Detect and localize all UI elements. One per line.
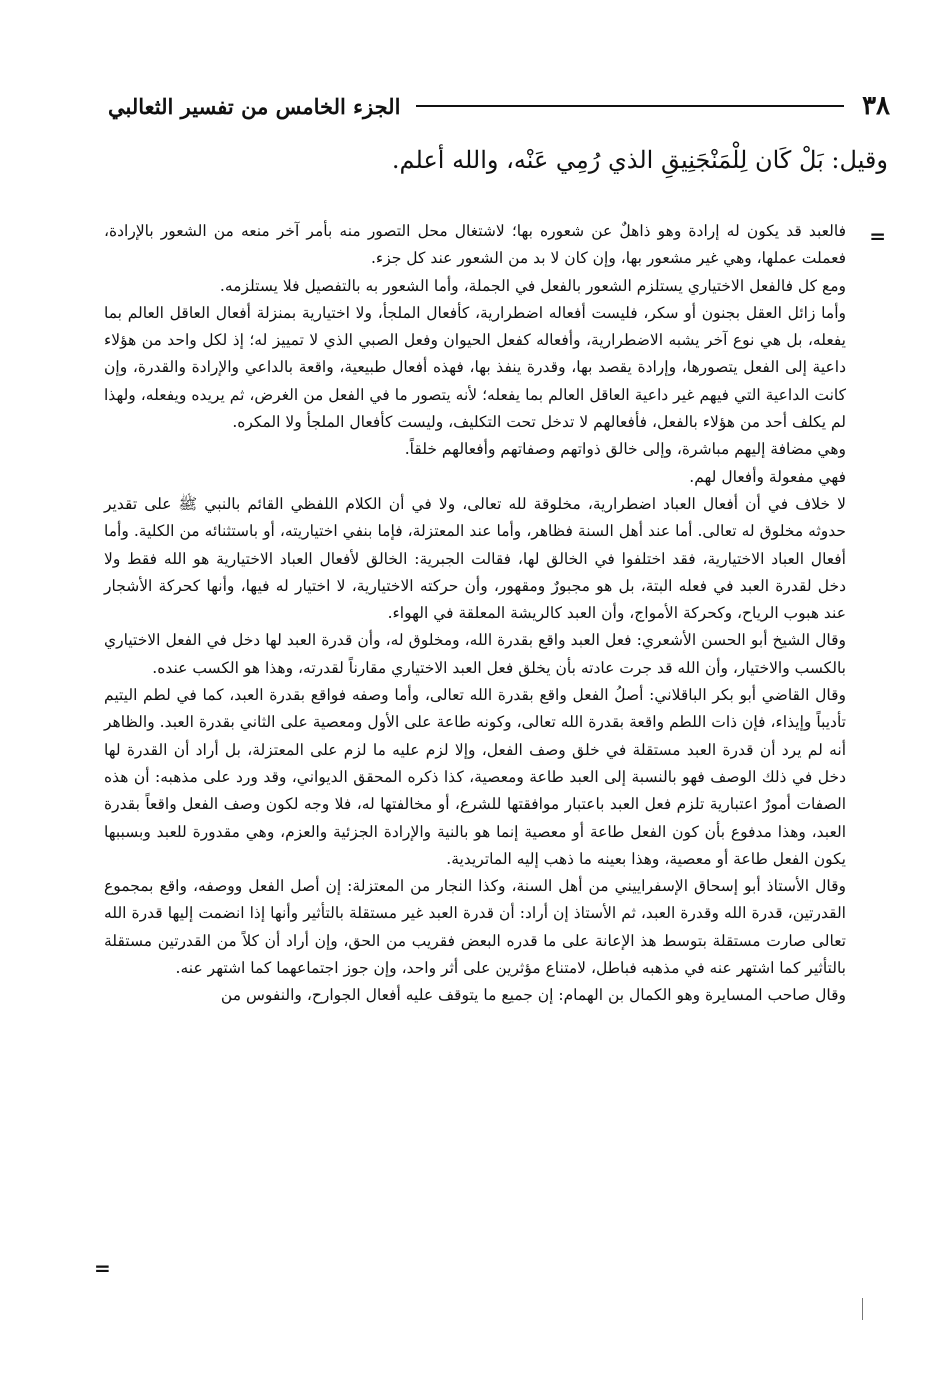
header-rule [416,105,844,107]
footnote-continuation-mark: = [869,224,886,248]
page-header [108,88,890,124]
continuation-mark: = [94,1256,111,1280]
footnotes [104,218,846,1010]
footnote-paragraph: لا خلاف في أن أفعال العباد اضطرارية، مخلوقة لله تعالى، ولا في أن الكلام اللفظي القائم بالنبي ﷺ على تقدير حدوثه مخلوق له تعالى. أما عند أهل السنة فظاهر، وأما عند المعتزلة، فإما بنفي اختياريته، أو باستثنائه من الكلية. وأما أفعال العباد الاختيارية، فقد اختلفوا في الخالق لها، فقالت الجبرية: الخالق لأفعال العباد الاختيارية هو الله فقط ولا دخل لقدرة العبد في فعله البتة، بل هو مجبورٌ ومقهور، وأن حركته الاختيارية، لا اختيار له فيها، وأنها كحركة الأشجار عند هبوب الرياح، وكحركة الأمواج، وأن العبد كالريشة المعلقة في الهواء. [104,494,846,623]
footnote-paragraph: فهي مفعولة وأفعال لهم. [689,467,846,486]
main-text: وقيل: بَلْ كَان لِلْمَنْجَنِيقِ الذي رُمِي عَنْه، والله أعلم. [391,146,888,174]
footnote-paragraph: ومع كل فالفعل الاختياري يستلزم الشعور بالفعل في الجملة، وأما الشعور به بالتفصيل فلا يستلزمه. [219,276,846,295]
footnote-paragraph: وأما زائل العقل بجنون أو سكر، فليست أفعاله اضطرارية، كأفعال الملجأ، ولا اختيارية بمنزلة أفعال العاقل العالم بما يفعله، بل هي نوع آخر يشبه الاضطرارية، وأفعاله كفعل الحيوان وفعل الصبي الذي لا تمييز له؛ إذ لكل واحد من هؤلاء داعية إلى الفعل يتصورها، وإرادة يقصد بها، وقدرة ينفذ بها، فهذه أفعال طبيعية، واقعة بالداعي والإرادة والقدرة، وإن كانت الداعية التي فيهم غير داعية العاقل العالم بما يفعله؛ لأنه يتصور ما في الفعل من الغرض، ثم يريده ويفعله، ولهذا لم يكلف أحد من هؤلاء بالفعل، فأفعالهم لا تدخل تحت التكليف، وليست كأفعال الملجأ ولا المكره. [104,303,846,432]
footnote-paragraph: وقال القاضي أبو بكر الباقلاني: أصلُ الفعل واقع بقدرة الله تعالى، وأما وصفه فواقع بقدرة العبد، كما في لطم اليتيم تأديباً وإيذاء، فإن ذات اللطم واقعة بقدرة الله تعالى، وكونه طاعة على الأول ومعصية على الثاني بقدرة العبد. والظاهر أنه لم يرد أن قدرة العبد مستقلة في خلق وصف الفعل، وإلا لزم عليه ما لزم على المعتزلة، بل أراد أن القدرة لها دخل في ذلك الوصف فهو بالنسبة إلى العبد طاعة ومعصية، كذا ذكره المحقق الديواني، وقد ورد على مذهبه: أن هذه الصفات أمورٌ اعتبارية تلزم فعل العبد باعتبار موافقتها للشرع، أو مخالفتها له، فلا وجه لكون وصف الفعل واقعاً بقدرة العبد، وهذا مدفوع بأن كون الفعل طاعة أو معصية إنما هو بالنية والإرادة الجزئية والعزم، وهي مقدورة للعبد وبسببها يكون الفعل طاعة أو معصية، وهذا بعينه ما ذهب إليه الماتريدية. [104,686,846,868]
page-number: ٣٨ [862,91,890,121]
footnote-paragraph: فالعبد قد يكون له إرادة وهو ذاهلٌ عن شعوره بها؛ لاشتغال محل التصور منه بأمر آخر منعه من الشعور بالإرادة، فعملت عملها، وهي غير مشعور بها، وإن كان لا بد من الشعور عند كل جزء. [104,222,847,268]
footnote-paragraph: وقال صاحب المسايرة وهو الكمال بن الهمام: إن جميع ما يتوقف عليه أفعال الجوارح، والنفوس من [220,986,846,1005]
footnote-paragraph: وقال الشيخ أبو الحسن الأشعري: فعل العبد واقع بقدرة الله، ومخلوق له، وأن قدرة العبد لها دخل في الفعل الاختياري بالكسب والاختيار، وأن الله قد جرت عادته بأن يخلق فعل العبد الاختياري مقارناً لقدرته، وهذا هو الكسب عنده. [104,631,846,677]
running-title: الجزء الخامس من تفسير الثعالبي [108,93,401,119]
footnote-paragraph: وقال الأستاذ أبو إسحاق الإسفراييني من أهل السنة، وكذا النجار من المعتزلة: إن أصل الفعل ووصفه، واقع بمجموع القدرتين، قدرة الله وقدرة العبد، ثم الأستاذ إن أراد: أن قدرة العبد غير مستقلة بالتأثير وأنها إذا انضمت إليها قدرة الله تعالى صارت مستقلة بتوسط هذ الإعانة على ما قدره البعض فقريب من الحق، وإن أراد أن كلاً من القدرتين مستقلة بالتأثير كما اشتهر عنه في مذهبه فباطل، لامتناع مؤثرين على أثر واحد، وإن جوز اجتماعهما كما اشتهر عنه. [104,877,846,978]
footnote-paragraph: وهي مضافة إليهم مباشرة، وإلى خالق ذواتهم وصفاتهم وأفعالهم خلقاً. [404,440,846,459]
margin-tick [862,1298,863,1320]
